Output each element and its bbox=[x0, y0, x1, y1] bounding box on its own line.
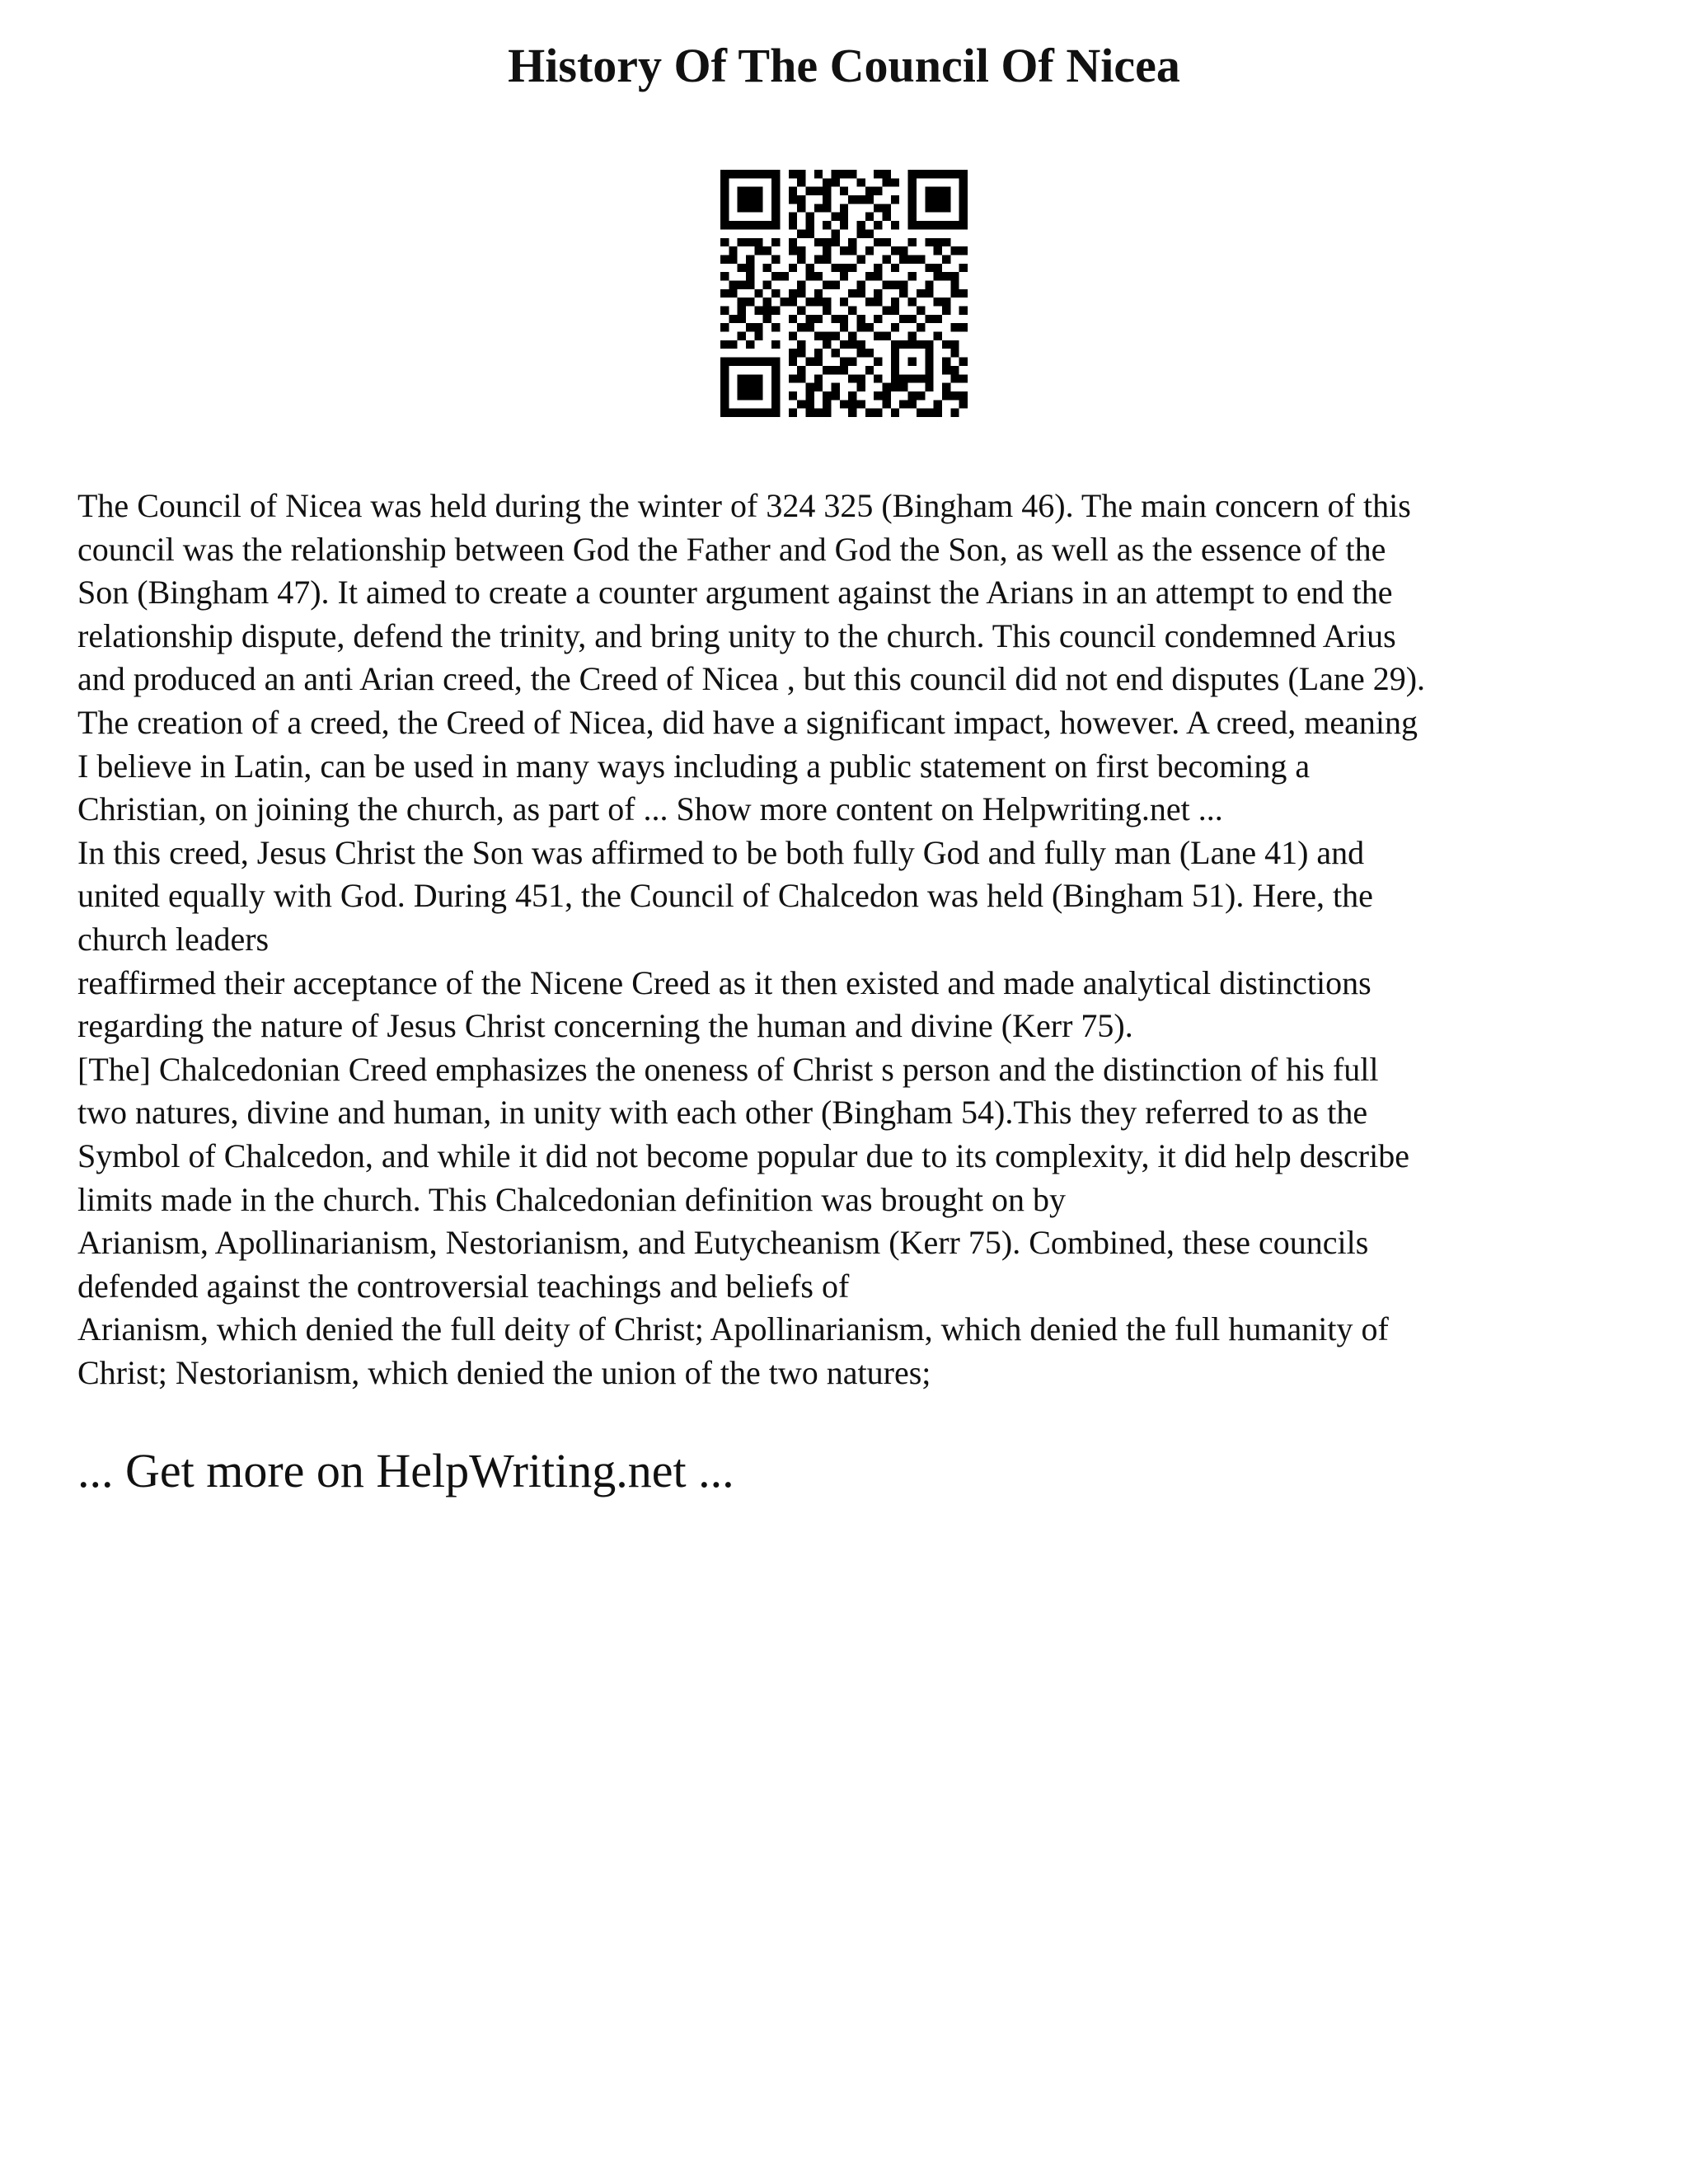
document-title: History Of The Council Of Nicea bbox=[508, 39, 1180, 92]
qr-code-icon bbox=[720, 170, 968, 417]
body-line: Arianism, Apollinarianism, Nestorianism, and Eutycheanism (Kerr 75). Combined, these councils bbox=[77, 1224, 1369, 1262]
body-line: The creation of a creed, the Creed of Nicea, did have a significant impact, however. A creed, meaning bbox=[77, 703, 1418, 741]
body-line: [The] Chalcedonian Creed emphasizes the oneness of Christ s person and the distinction of his full bbox=[77, 1050, 1379, 1088]
body-line: Christ; Nestorianism, which denied the union of the two natures; bbox=[77, 1353, 931, 1391]
body-line: Symbol of Chalcedon, and while it did not become popular due to its complexity, it did help describe bbox=[77, 1137, 1409, 1174]
body-line: Christian, on joining the church, as part of ... Show more content on Helpwriting.net ... bbox=[77, 790, 1223, 828]
body-line: defended against the controversial teachings and beliefs of bbox=[77, 1267, 850, 1305]
body-line: reaffirmed their acceptance of the Nicene Creed as it then existed and made analytical distinctions bbox=[77, 963, 1372, 1001]
body-line: two natures, divine and human, in unity with each other (Bingham 54).This they referred to as the bbox=[77, 1094, 1368, 1132]
body-line: Arianism, which denied the full deity of Christ; Apollinarianism, which denied the full humanity of bbox=[77, 1310, 1389, 1348]
body-line: united equally with God. During 451, the Council of Chalcedon was held (Bingham 51). Here, the bbox=[77, 877, 1373, 915]
body-line: I believe in Latin, can be used in many ways including a public statement on first becoming a bbox=[77, 747, 1311, 785]
body-line: council was the relationship between God the Father and God the Son, as well as the essence of the bbox=[77, 530, 1386, 568]
body-line: church leaders bbox=[77, 920, 270, 958]
body-line: relationship dispute, defend the trinity, and bring unity to the church. This council condemned Arius bbox=[77, 616, 1396, 654]
body-line: regarding the nature of Jesus Christ concerning the human and divine (Kerr 75). bbox=[77, 1007, 1133, 1045]
article-body bbox=[77, 485, 1627, 1394]
body-line: The Council of Nicea was held during the winter of 324 325 (Bingham 46). The main concern of this bbox=[77, 487, 1411, 524]
body-line: limits made in the church. This Chalcedonian definition was brought on by bbox=[77, 1180, 1067, 1218]
body-line: Son (Bingham 47). It aimed to create a counter argument against the Arians in an attempt to end the bbox=[77, 574, 1393, 612]
body-line: and produced an anti Arian creed, the Creed of Nicea , but this council did not end disputes (Lane 29). bbox=[77, 660, 1426, 698]
body-line: In this creed, Jesus Christ the Son was affirmed to be both fully God and fully man (Lane 41) and bbox=[77, 833, 1365, 871]
get-more-link[interactable]: ... Get more on HelpWriting.net ... bbox=[77, 1444, 734, 1497]
